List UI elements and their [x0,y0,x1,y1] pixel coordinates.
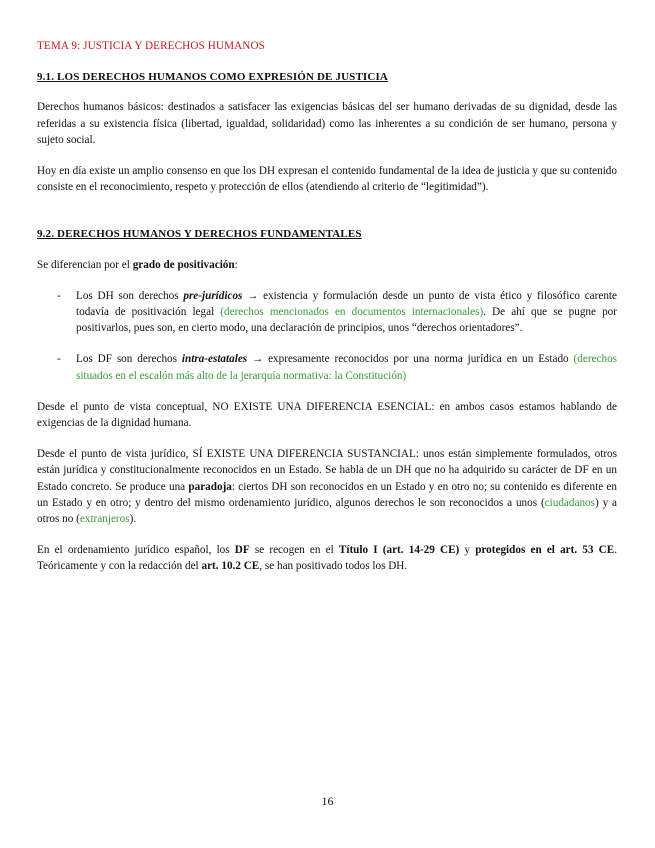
df-green-note: (derechos situados en el escalón más alto de la jerarquía normativa: la Constitución) [76,353,618,382]
dh-df-list [37,288,617,384]
spain-titulo-i: Título I (art. 14-29 CE) [338,544,460,557]
intro-text: Se diferencian por el [37,258,133,271]
paragraph-juridical [37,446,617,527]
dh-prejuridicos: pre-jurídicos [183,289,243,302]
dh-text-c: . De ahí que se pugne por positivarlos, pues son, en cierto modo, una declaración de principios, unos “derechos orientadores”. [76,306,617,335]
paragraph-conceptual: Desde el punto de vista conceptual, NO EXISTE UNA DIFERENCIA ESENCIAL: en ambos casos estamos hablando de exigencias de la dignidad humana. [37,400,617,430]
paragraph-spanish-law [37,542,617,574]
juridical-ciudadanos: ciudadanos [544,496,595,509]
section-2-heading: 9.2. DERECHOS HUMANOS Y DERECHOS FUNDAMENTALES [37,228,362,241]
spacer [37,210,617,226]
df-text-b: → expresamente reconocidos por una norma jurídica en un Estado [247,353,574,366]
intro-bold: grado de positivación [132,258,235,271]
dh-text-b: → existencia y formulación desde un punto de vista ético y filosófico carente todavía de positivación legal [76,289,617,319]
juridical-extranjeros: extranjeros [79,513,130,526]
document-page [37,38,617,590]
spain-df: DF [234,544,250,557]
juridical-text-b: : ciertos DH son reconocidos en un Estado y en otro no; su contenido es diferente en un Estado y en otro; y dentro del mismo ordenamiento jurídico, algunos derechos le son reconocidos a unos ( [37,480,617,509]
spain-art-10-2: art. 10.2 CE [201,560,260,573]
paragraph-basic-rights: Derechos humanos básicos: destinados a satisfacer las exigencias básicas del ser humano derivadas de su dignidad, desde las referidas a su existencia física (libertad, igualdad, solidaridad) como las inherentes a su condición de ser humano, persona y sujeto social. [37,101,617,146]
bullet-dash: - [57,289,61,302]
spain-art-53: protegidos en el art. 53 CE [475,544,615,557]
spain-text-e: , se han positivado todos los DH. [259,560,408,573]
juridical-paradoja: paradoja [188,480,232,493]
paragraph-positivation-intro [37,257,617,273]
list-item-df [37,351,617,383]
spain-text-b: se recogen en el [249,544,339,557]
spain-text-c: y [459,544,476,557]
spain-text-d: . Teóricamente y con la redacción del [37,544,617,573]
juridical-text-c: ) y a otros no ( [37,496,617,526]
dh-text-a: Los DH son derechos [76,289,184,302]
section-1-heading: 9.1. LOS DERECHOS HUMANOS COMO EXPRESIÓN DE JUSTICIA [37,71,388,84]
intro-colon: : [234,258,238,271]
df-intraestatales: intra-estatales [181,353,248,366]
dh-green-note: (derechos mencionados en documentos internacionales) [220,306,484,319]
df-text-a: Los DF son derechos [76,353,182,366]
page-number: 16 [321,794,334,808]
list-item-dh [37,288,617,337]
bullet-dash: - [57,353,61,366]
spain-text-a: En el ordenamiento jurídico español, los [37,544,235,557]
juridical-text-a: Desde el punto de vista jurídico, SÍ EXISTE UNA DIFERENCIA SUSTANCIAL: unos están simplemente formulados, otros están jurídica y constitucionalmente reconocidos en un Estado. Se habla de un DH que no ha adquirido su carácter de DF en un Estado concreto. Se produce una [37,448,617,493]
juridical-text-d: ). [129,513,137,526]
paragraph-consensus: Hoy en día existe un amplio consenso en que los DH expresan el contenido fundamental de la idea de justicia y que su contenido consiste en el reconocimiento, respeto y protección de ellos (atendiendo al criterio de “legitimidad”). [37,165,617,194]
chapter-title: TEMA 9: JUSTICIA Y DERECHOS HUMANOS [37,40,265,52]
